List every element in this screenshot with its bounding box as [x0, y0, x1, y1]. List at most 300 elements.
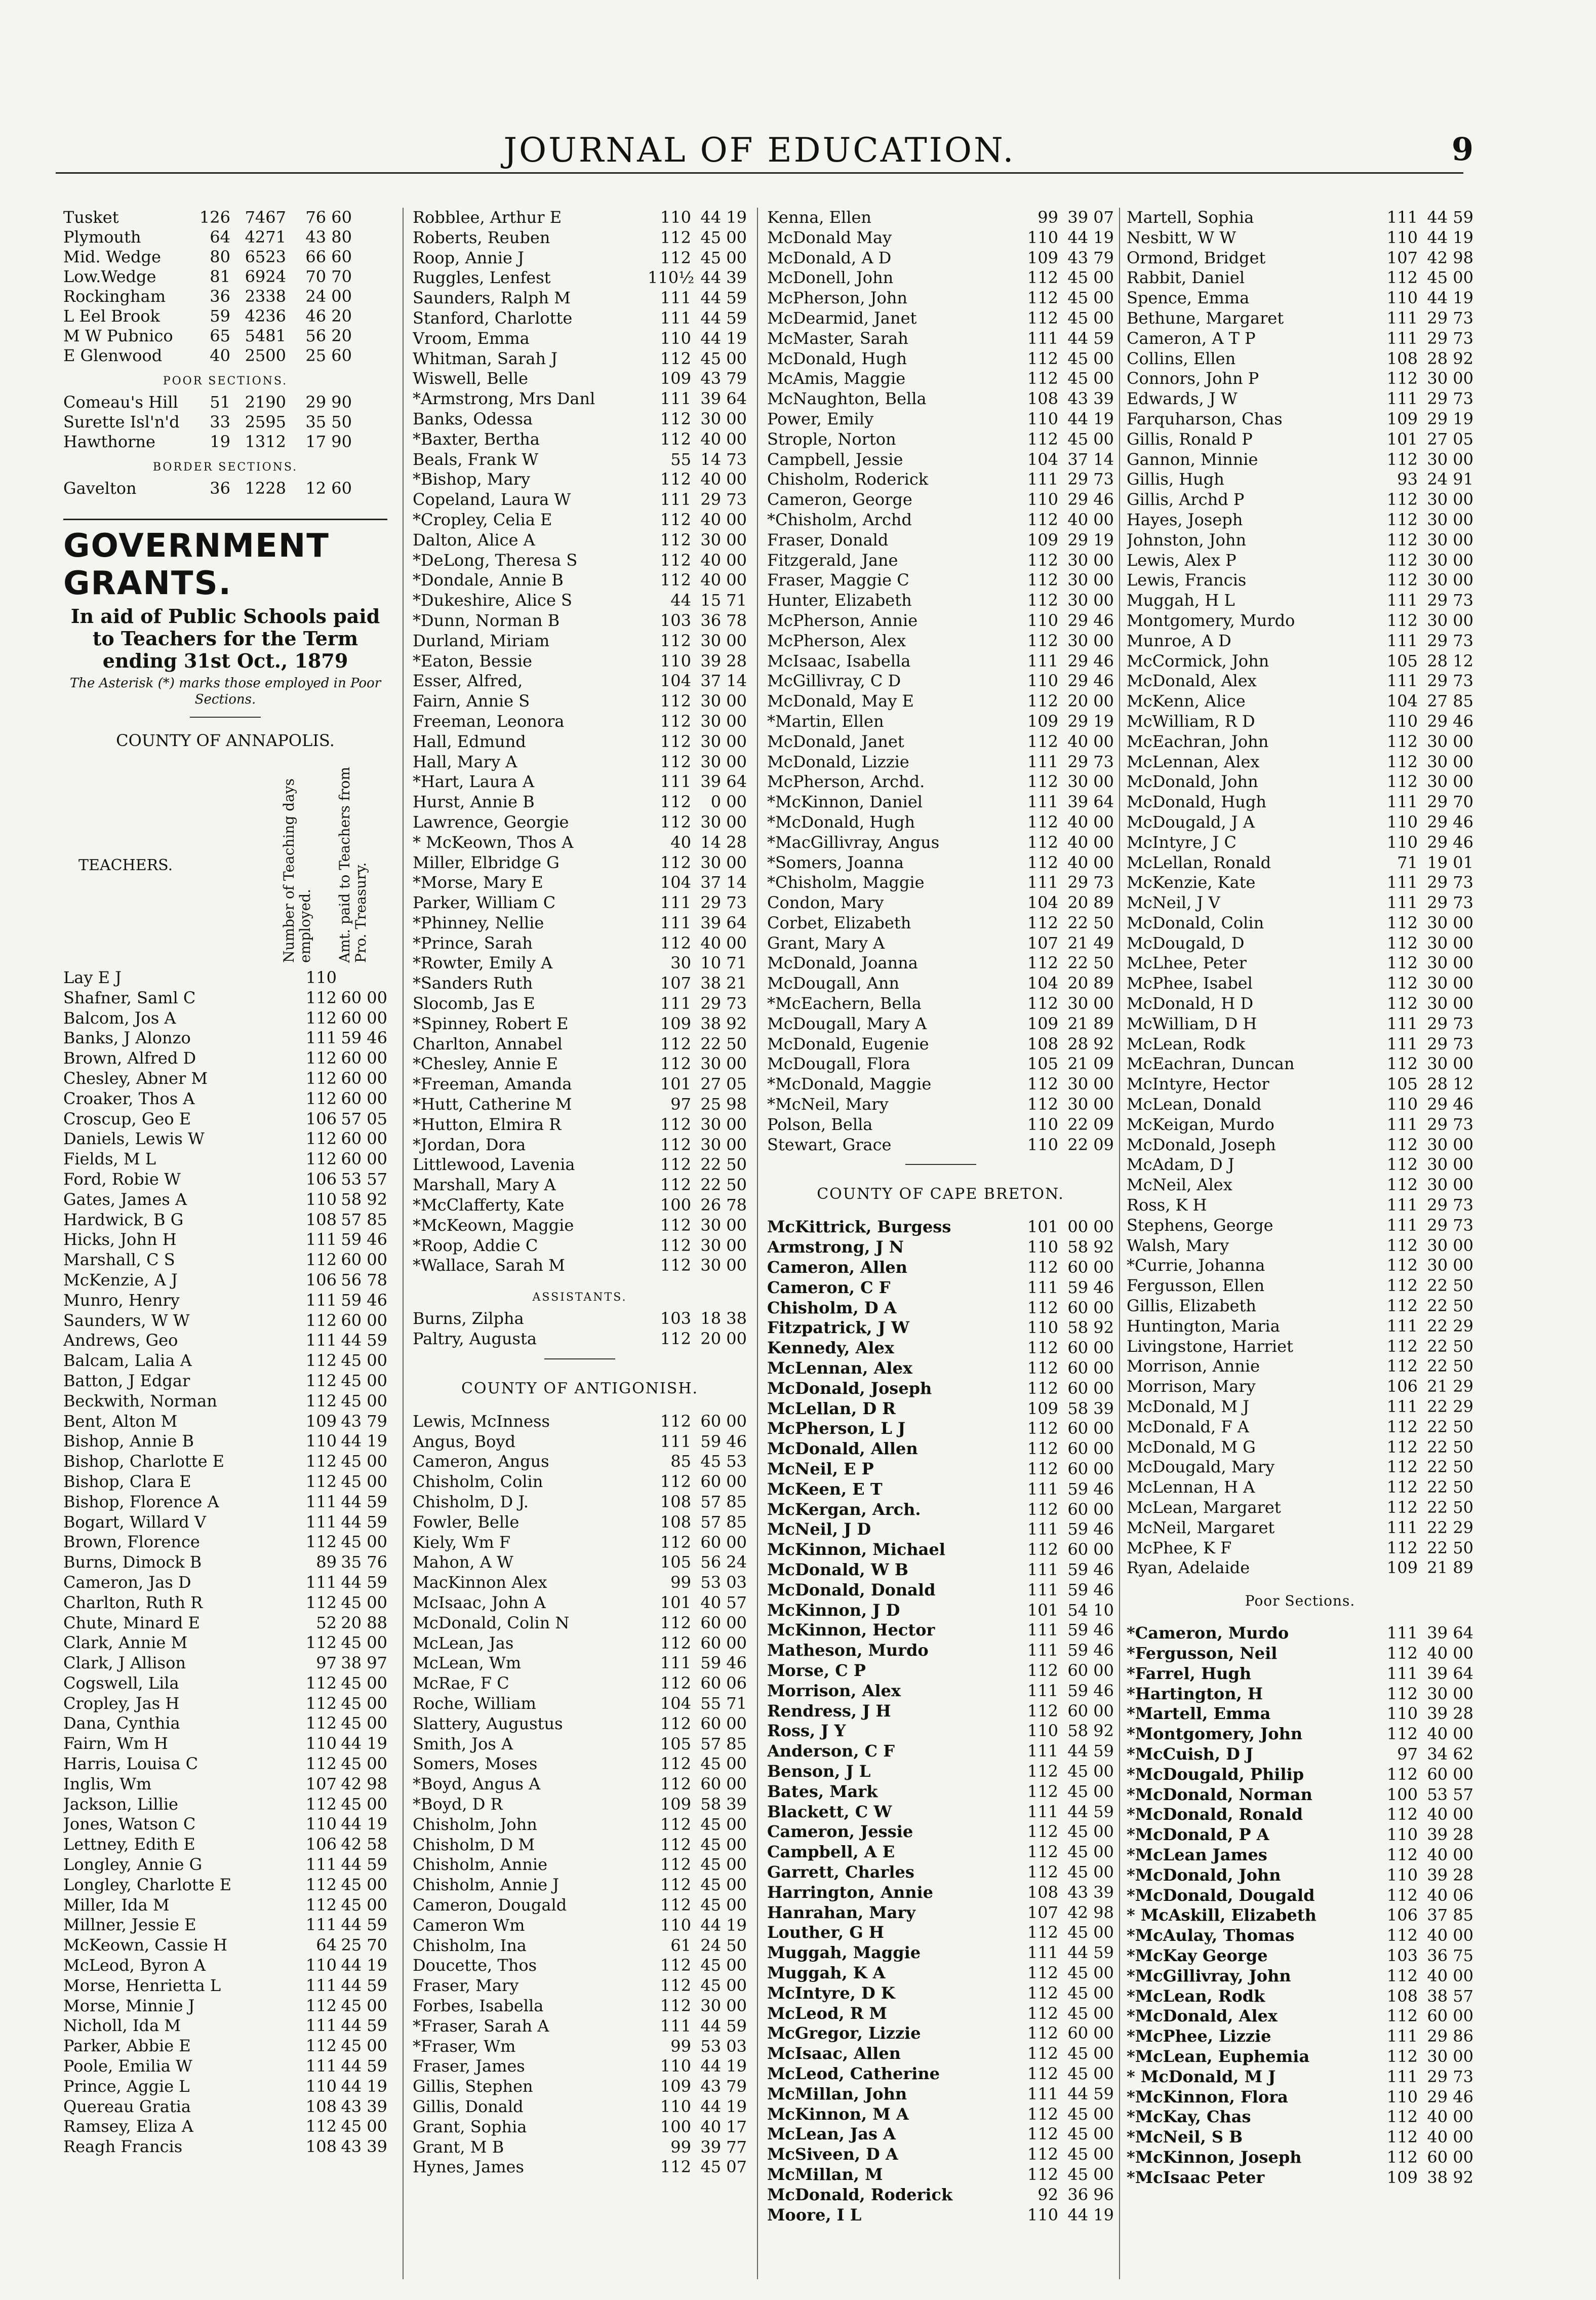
- days-employed: 112: [660, 812, 691, 832]
- teacher-name: Mahon, A W: [413, 1552, 513, 1572]
- table-row: [413, 691, 747, 712]
- amount-paid: 29 73: [1427, 1215, 1473, 1235]
- amount-paid: 20 89: [1067, 893, 1114, 913]
- teachers-count: 51: [210, 393, 230, 412]
- teacher-name: Andrews, Geo: [63, 1331, 178, 1350]
- county-summary-table: [63, 208, 387, 366]
- teacher-name: Hunter, Elizabeth: [767, 591, 912, 610]
- days-employed: 112: [1386, 1417, 1418, 1436]
- days-employed: 112: [1027, 772, 1058, 792]
- table-row: [767, 1681, 1114, 1701]
- teacher-name: McPherson, John: [767, 288, 908, 308]
- amount-paid: 37 85: [1427, 1905, 1473, 1925]
- teacher-name: Roche, William: [413, 1693, 536, 1713]
- teacher-name: McDonald, Janet: [767, 731, 904, 751]
- table-row: [767, 2124, 1114, 2145]
- amount-paid: 45 00: [341, 1471, 387, 1491]
- teacher-name: Bates, Mark: [767, 1781, 878, 1801]
- days-employed: 109: [1027, 248, 1058, 267]
- teacher-name: Rabbit, Daniel: [1127, 268, 1245, 288]
- days-employed: 111: [1027, 1277, 1058, 1297]
- amount-paid: 39 07: [1067, 208, 1114, 227]
- teacher-name: McDougald, D: [1127, 933, 1245, 953]
- table-row: [63, 1875, 387, 1895]
- table-row: [413, 1593, 747, 1613]
- amount-paid: 40 00: [1067, 731, 1114, 751]
- teacher-name: *McCuish, D J: [1127, 1744, 1254, 1764]
- amount-paid: 60 00: [700, 1774, 747, 1794]
- days-employed: 111: [660, 893, 691, 913]
- days-employed: 109: [1386, 409, 1418, 428]
- amount-paid: 29 73: [1427, 308, 1473, 328]
- days-employed: 112: [660, 1472, 691, 1492]
- table-row: [413, 470, 747, 490]
- amount-paid: 58 92: [341, 1189, 387, 1209]
- amount-paid: 22 50: [1427, 1538, 1473, 1557]
- amount-paid: 38 21: [700, 973, 747, 993]
- teachers-count: 64: [210, 227, 230, 247]
- teacher-name: *McDonald, Dougald: [1127, 1885, 1315, 1905]
- days-employed: 112: [660, 1532, 691, 1552]
- days-employed: 111: [660, 1431, 691, 1451]
- teacher-name: Munroe, A D: [1127, 631, 1231, 650]
- table-row: [63, 1331, 387, 1351]
- teacher-name: Hayes, Joseph: [1127, 510, 1243, 529]
- amount-paid: 29 19: [1067, 530, 1114, 550]
- days-employed: 110: [1386, 1825, 1418, 1845]
- table-row: [413, 591, 747, 611]
- table-row: [413, 308, 747, 329]
- teacher-name: *McDonald, Maggie: [767, 1074, 932, 1094]
- days-employed: 112: [1027, 1660, 1058, 1680]
- teacher-name: McIsaac, Isabella: [767, 651, 911, 671]
- teacher-name: Roop, Annie J: [413, 248, 524, 267]
- days-employed: 112: [1386, 1276, 1418, 1296]
- days-employed: 111: [1027, 1802, 1058, 1821]
- amount-paid: 29 46: [1427, 711, 1473, 731]
- teacher-name: Bishop, Annie B: [63, 1431, 194, 1451]
- teacher-name: McPherson, Annie: [767, 610, 918, 630]
- table-row: [767, 1479, 1114, 1500]
- table-row: [767, 450, 1114, 470]
- teacher-name: Parker, Abbie E: [63, 2036, 191, 2056]
- amount-paid: 60 00: [1427, 2006, 1473, 2026]
- table-row: [63, 1210, 387, 1230]
- teacher-name: Chisholm, Colin: [413, 1472, 543, 1492]
- teacher-name: *Roop, Addie C: [413, 1235, 538, 1255]
- amount-paid: 40 00: [1067, 812, 1114, 832]
- table-row: [1127, 1477, 1473, 1498]
- table-row: [767, 1883, 1114, 1903]
- days-employed: 100: [1386, 1784, 1418, 1804]
- amount-paid: 60 00: [700, 1472, 747, 1492]
- teacher-name: McNeil, J V: [1127, 893, 1220, 913]
- teacher-name: McPherson, Archd.: [767, 772, 925, 792]
- teacher-name: Fraser, Maggie C: [767, 570, 909, 590]
- days-employed: 104: [1027, 449, 1058, 469]
- teacher-name: McDonald, Joanna: [767, 953, 918, 973]
- amount-paid: 44 59: [341, 1492, 387, 1511]
- teacher-name: Longley, Charlotte E: [63, 1875, 232, 1894]
- amount-paid: 27 05: [700, 1074, 747, 1094]
- amount-paid: 30 00: [700, 409, 747, 428]
- amount-paid: 45 00: [1067, 2063, 1114, 2083]
- teacher-name: *McDonald, John: [1127, 1865, 1281, 1885]
- amount-paid: 57 05: [341, 1109, 387, 1128]
- table-row: [767, 551, 1114, 571]
- county-antigonish-heading: COUNTY OF ANTIGONISH.: [461, 1379, 699, 1397]
- amount-paid: 60 00: [1067, 1298, 1114, 1317]
- teacher-name: Bishop, Florence A: [63, 1492, 219, 1511]
- days-employed: 112: [660, 1114, 691, 1134]
- amount-paid: 45 00: [1067, 1822, 1114, 1842]
- table-row: [63, 1311, 387, 1331]
- table-row: [63, 1754, 387, 1774]
- days-employed: 110: [1386, 1095, 1418, 1114]
- table-row: [1127, 450, 1473, 470]
- teacher-name: Charlton, Annabel: [413, 1034, 563, 1054]
- amount-paid: 53 57: [1427, 1784, 1473, 1804]
- days-employed: 112: [660, 1774, 691, 1794]
- amount-paid: 37 14: [700, 671, 747, 691]
- teacher-name: Gillis, Donald: [413, 2096, 524, 2116]
- table-row: [63, 247, 387, 267]
- days-employed: 112: [1386, 731, 1418, 751]
- teacher-name: Armstrong, J N: [767, 1237, 904, 1257]
- days-employed: 112: [1386, 2107, 1418, 2127]
- amount-paid: 45 00: [1067, 1983, 1114, 2003]
- table-row: [767, 1258, 1114, 1278]
- days-employed: 112: [1386, 1845, 1418, 1864]
- days-employed: 112: [1386, 1477, 1418, 1497]
- table-row: [413, 1492, 747, 1512]
- border-sections-table: [63, 479, 387, 498]
- days-employed: 107: [1027, 1902, 1058, 1922]
- days-employed: 111: [1027, 1580, 1058, 1600]
- teacher-name: McDonell, John: [767, 268, 894, 288]
- amount-paid: 45 00: [1067, 2124, 1114, 2144]
- table-row: [1127, 1397, 1473, 1417]
- amount-paid: 29 46: [1067, 610, 1114, 630]
- amount-paid: 45 00: [1067, 2104, 1114, 2124]
- amount-paid: 30 00: [700, 731, 747, 751]
- days-employed: 112: [1027, 2003, 1058, 2023]
- days-employed: 112: [1386, 1235, 1418, 1255]
- teacher-name: McAmis, Maggie: [767, 369, 906, 388]
- amount-paid: 60 06: [700, 1673, 747, 1693]
- table-row: [413, 1835, 747, 1855]
- amount-paid: 45 00: [1067, 369, 1114, 388]
- amount-paid: 29 46: [1427, 2087, 1473, 2107]
- table-row: [767, 772, 1114, 792]
- teacher-name: McDonald, Joseph: [1127, 1135, 1276, 1154]
- days-employed: 110: [1386, 1704, 1418, 1724]
- table-row: [63, 1713, 387, 1734]
- days-employed: 55: [670, 449, 691, 469]
- amount-paid: 30 00: [1427, 510, 1473, 529]
- amount-paid: 30 00: [1427, 1684, 1473, 1703]
- teacher-name: Stewart, Grace: [767, 1135, 892, 1154]
- table-row: [1127, 389, 1473, 409]
- teacher-name: McWilliam, D H: [1127, 1013, 1257, 1033]
- teacher-name: Montgomery, Murdo: [1127, 610, 1295, 630]
- amount-paid: 29 73: [700, 893, 747, 913]
- table-row: [767, 1963, 1114, 1983]
- days-employed: 112: [1386, 1926, 1418, 1945]
- amount-paid: 60 00: [1067, 1459, 1114, 1479]
- days-employed: 108: [1027, 1882, 1058, 1902]
- amount-paid: 45 00: [341, 1532, 387, 1552]
- amount-paid: 30 00: [1427, 449, 1473, 469]
- amount-paid: 59 46: [1067, 1580, 1114, 1600]
- amount-paid: 66 60: [305, 247, 352, 266]
- amount-paid: 59 46: [700, 1431, 747, 1451]
- amount-paid: 28 12: [1427, 1074, 1473, 1094]
- amount-paid: 43 39: [1067, 1882, 1114, 1902]
- table-row: [413, 1512, 747, 1533]
- amount-paid: 43 39: [1067, 389, 1114, 409]
- days-total: 2190: [245, 393, 286, 412]
- teacher-name: *Freeman, Amanda: [413, 1074, 572, 1094]
- table-row: [1127, 1538, 1473, 1558]
- table-row: [413, 1095, 747, 1115]
- days-employed: 112: [1027, 852, 1058, 872]
- teacher-name: McDonald, Eugenie: [767, 1034, 929, 1054]
- amount-paid: 45 00: [1067, 1781, 1114, 1801]
- teacher-name: McAdam, D J: [1127, 1155, 1234, 1175]
- amount-paid: 30 00: [1427, 772, 1473, 792]
- days-employed: 108: [1027, 389, 1058, 409]
- teacher-name: McIntyre, J C: [1127, 832, 1236, 852]
- teacher-name: Gillis, Hugh: [1127, 470, 1224, 489]
- amount-paid: 28 92: [1427, 348, 1473, 368]
- teacher-name: Benson, J L: [767, 1761, 871, 1781]
- amount-paid: 60 00: [1067, 1439, 1114, 1459]
- amount-paid: 40 00: [1427, 1966, 1473, 1985]
- table-row: [63, 412, 387, 432]
- days-employed: 112: [1027, 1842, 1058, 1862]
- teacher-name: Quereau Gratia: [63, 2096, 191, 2116]
- amount-paid: 60 00: [341, 1088, 387, 1108]
- column-2: [413, 208, 747, 2284]
- days-employed: 112: [305, 1391, 337, 1411]
- table-row: [413, 772, 747, 792]
- table-row: [767, 1399, 1114, 1419]
- amount-paid: 20 88: [341, 1613, 387, 1632]
- amount-paid: 44 59: [341, 1572, 387, 1592]
- teacher-name: *Eaton, Bessie: [413, 651, 532, 671]
- amount-paid: 45 00: [700, 227, 747, 247]
- teacher-name: Prince, Aggie L: [63, 2076, 190, 2096]
- amount-paid: 30 00: [1067, 772, 1114, 792]
- table-row: [413, 631, 747, 651]
- table-row: [413, 1135, 747, 1155]
- teacher-name: Livingstone, Harriet: [1127, 1336, 1293, 1356]
- teacher-name: McLean, Margaret: [1127, 1498, 1281, 1517]
- teacher-name: McLennan, Alex: [1127, 752, 1260, 771]
- teacher-name: Gillis, Elizabeth: [1127, 1296, 1256, 1316]
- days-employed: 110: [1027, 671, 1058, 691]
- teacher-name: McDougall, Ann: [767, 973, 899, 993]
- table-row: [413, 369, 747, 389]
- table-row: [413, 248, 747, 268]
- amount-paid: 29 73: [1427, 328, 1473, 348]
- days-employed: 112: [305, 1633, 337, 1653]
- amount-paid: 60 00: [1067, 1660, 1114, 1680]
- days-employed: 101: [1027, 1600, 1058, 1620]
- teacher-name: Durland, Miriam: [413, 631, 550, 650]
- amount-paid: 22 09: [1067, 1135, 1114, 1154]
- table-row: [767, 1237, 1114, 1258]
- table-row: [1127, 208, 1473, 228]
- teacher-name: Gillis, Stephen: [413, 2077, 533, 2096]
- table-row: [1127, 792, 1473, 812]
- amount-paid: 30 00: [700, 1235, 747, 1255]
- table-row: [1127, 1785, 1473, 1805]
- teachers-count: 80: [210, 247, 230, 266]
- teacher-name: Beckwith, Norman: [63, 1391, 217, 1411]
- teacher-name: Lewis, McInness: [413, 1411, 550, 1431]
- teacher-name: *MacGillivray, Angus: [767, 832, 940, 852]
- days-employed: 111: [1027, 1620, 1058, 1640]
- days-employed: 112: [1027, 1822, 1058, 1842]
- table-row: [767, 591, 1114, 611]
- teacher-name: McDonald, Hugh: [767, 348, 907, 368]
- table-row: [63, 2117, 387, 2137]
- teacher-name: *Chesley, Annie E: [413, 1054, 558, 1074]
- days-employed: 112: [305, 2036, 337, 2056]
- days-employed: 112: [305, 1129, 337, 1149]
- table-row: [413, 1996, 747, 2016]
- amount-paid: 45 00: [1067, 268, 1114, 288]
- table-row: [63, 1472, 387, 1492]
- days-employed: 112: [305, 1875, 337, 1894]
- teacher-name: *Armstrong, Mrs Danl: [413, 389, 595, 409]
- amount-paid: 20 00: [700, 1329, 747, 1349]
- days-employed: 112: [305, 2117, 337, 2136]
- short-rule: [190, 717, 261, 718]
- days-employed: 112: [1027, 1983, 1058, 2003]
- days-employed: 44: [670, 591, 691, 610]
- amount-paid: 39 28: [1427, 1865, 1473, 1885]
- table-row: [1127, 712, 1473, 732]
- days-employed: 99: [670, 2036, 691, 2056]
- days-employed: 112: [1386, 1135, 1418, 1154]
- amount-paid: 60 00: [341, 1250, 387, 1270]
- amount-paid: 45 00: [1067, 2003, 1114, 2023]
- table-row: [1127, 1518, 1473, 1538]
- table-row: [63, 1915, 387, 1935]
- amount-paid: 45 00: [700, 1835, 747, 1854]
- table-row: [1127, 1926, 1473, 1946]
- table-row: [63, 1593, 387, 1613]
- days-total: 6523: [245, 247, 286, 266]
- teacher-name: McDonald, A D: [767, 248, 892, 267]
- days-employed: 111: [1027, 873, 1058, 892]
- days-employed: 100: [660, 2117, 691, 2136]
- table-row: [63, 1270, 387, 1291]
- teacher-name: Hynes, James: [413, 2157, 524, 2177]
- teacher-name: *Dondale, Annie B: [413, 570, 564, 590]
- teacher-name: Miller, Elbridge G: [413, 852, 560, 872]
- teacher-name: McIsaac, Allen: [767, 2044, 901, 2063]
- table-row: [1127, 268, 1473, 288]
- amount-paid: 44 19: [1067, 2205, 1114, 2225]
- table-row: [1127, 510, 1473, 530]
- amount-paid: 0 00: [710, 792, 747, 812]
- table-row: [767, 1741, 1114, 1762]
- amount-paid: 30 00: [700, 711, 747, 731]
- amount-paid: 28 12: [1427, 651, 1473, 671]
- days-employed: 112: [660, 1855, 691, 1875]
- table-row: [1127, 1765, 1473, 1785]
- table-row: [63, 1109, 387, 1129]
- days-employed: 103: [660, 610, 691, 630]
- amount-paid: 19 01: [1427, 852, 1473, 872]
- teacher-name: Lawrence, Georgie: [413, 812, 569, 832]
- days-employed: 99: [670, 2137, 691, 2157]
- table-row: [1127, 2067, 1473, 2087]
- table-row: [1127, 1498, 1473, 1518]
- amount-paid: 44 59: [1067, 1943, 1114, 1963]
- amount-paid: 45 00: [341, 1713, 387, 1733]
- teacher-name: Campbell, Jessie: [767, 449, 903, 469]
- teacher-name: Croaker, Thos A: [63, 1088, 195, 1108]
- amount-paid: 14 73: [700, 449, 747, 469]
- table-row: [413, 1573, 747, 1593]
- amount-paid: 43 79: [700, 369, 747, 388]
- teacher-name: Morse, C P: [767, 1660, 866, 1680]
- amount-paid: 29 70: [1427, 792, 1473, 812]
- days-employed: 112: [1027, 550, 1058, 570]
- teacher-name: *Farrel, Hugh: [1127, 1663, 1252, 1683]
- poor-sections-heading: Poor Sections.: [1245, 1592, 1355, 1610]
- amount-paid: 60 00: [341, 988, 387, 1007]
- table-row: [63, 306, 387, 326]
- amount-paid: 37 14: [700, 873, 747, 892]
- amount-paid: 59 46: [1067, 1519, 1114, 1539]
- days-employed: 112: [660, 1155, 691, 1175]
- days-employed: 111: [1386, 2067, 1418, 2086]
- amount-paid: 45 00: [341, 1996, 387, 2015]
- antigonish-teachers-list-cont: [767, 208, 1114, 1155]
- teacher-name: *McAulay, Thomas: [1127, 1926, 1295, 1945]
- table-row: [1127, 1296, 1473, 1316]
- days-employed: 109: [305, 1411, 337, 1431]
- table-row: [63, 1351, 387, 1371]
- amount-paid: 26 78: [700, 1195, 747, 1215]
- days-employed: 112: [305, 1794, 337, 1814]
- table-row: [413, 1774, 747, 1795]
- teacher-name: Lay E J: [63, 968, 122, 987]
- teacher-name: Paltry, Augusta: [413, 1329, 537, 1349]
- days-total: 6924: [245, 267, 286, 286]
- amount-paid: 40 00: [700, 550, 747, 570]
- teacher-name: Whitman, Sarah J: [413, 348, 557, 368]
- days-employed: 112: [1027, 1439, 1058, 1459]
- amount-paid: 45 00: [1067, 1963, 1114, 1982]
- days-employed: 111: [1386, 308, 1418, 328]
- teacher-name: *McDonald, P A: [1127, 1825, 1269, 1845]
- days-employed: 112: [1027, 1781, 1058, 1801]
- days-employed: 112: [660, 470, 691, 489]
- teacher-name: Corbet, Elizabeth: [767, 913, 911, 932]
- table-row: [767, 530, 1114, 551]
- amount-paid: 45 00: [1067, 1761, 1114, 1781]
- amount-paid: 30 00: [1427, 1135, 1473, 1154]
- days-employed: 110: [1027, 1114, 1058, 1134]
- days-employed: 112: [660, 348, 691, 368]
